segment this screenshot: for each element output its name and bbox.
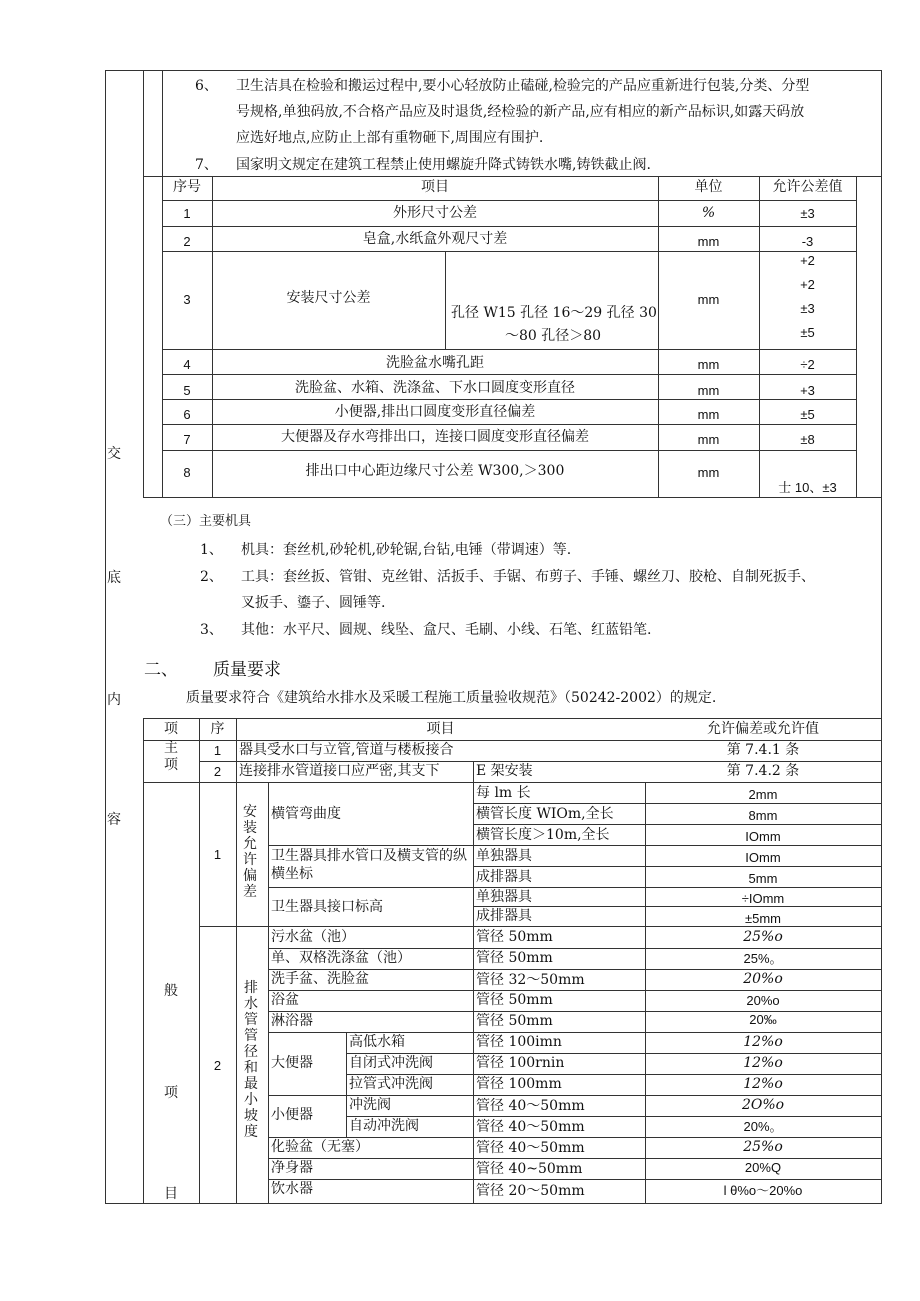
item6-line-1: 卫生洁具在检验和搬运过程中,要小心轻放防止磕碰,检验完的产品应重新进行包装,分类、分型	[236, 78, 810, 94]
tol-r1-value: ±3	[800, 206, 815, 221]
quality-desc: 质量要求符合《建筑给水排水及采暖工程施工质量验收规范》（50242-2002）的规定.	[186, 690, 717, 706]
side-char-1: 交	[107, 446, 121, 462]
qt-g2-r2-name: 单、双格洗涤盆（池）	[271, 950, 411, 966]
qt-g2-r6-slope: 25%o	[743, 1139, 783, 1155]
tol-r3-unit: mm	[697, 292, 720, 307]
tol-header-item: 项目	[421, 179, 449, 195]
tol-r3-value-3: ±3	[800, 301, 815, 316]
tol-r5-no: 5	[183, 383, 191, 398]
qt-g1-elev-c2: 成排器具	[476, 908, 532, 924]
qt-header-allow: 允许偏差或允许值	[707, 721, 819, 737]
qt-g2-category: 排水管管径和最小坡度	[244, 980, 258, 1140]
qt-g2-r6-pipe: 管径 40～50mm	[476, 1140, 585, 1156]
qt-g1-elev-v1: ÷IOmm	[741, 891, 785, 906]
tol-r8-unit: mm	[697, 465, 720, 480]
qt-g2-r8-name: 饮水器	[271, 1181, 313, 1197]
qt-g2-r7-name: 净身器	[271, 1160, 313, 1176]
qt-g2-r5-pipe: 管径 50mm	[476, 1013, 553, 1029]
qt-g1-no: 1	[213, 847, 222, 862]
tol-r2-value: -3	[801, 234, 814, 249]
tol-r1-no: 1	[183, 206, 191, 221]
qt-m2-item: 连接排水管道接口应严密,其支下	[239, 763, 440, 779]
qt-g2-x1-pipe: 管径 40～50mm	[476, 1098, 585, 1114]
qt-m2-item-b: E 架安装	[476, 763, 533, 779]
qt-m2-value: 第 7.4.2 条	[726, 763, 800, 779]
qt-g2-r7-slope: 20%Q	[744, 1160, 782, 1175]
qt-g1-bend-v1: 2mm	[748, 787, 778, 802]
tol-r4-unit: mm	[697, 357, 720, 372]
tol-header-unit: 单位	[694, 179, 723, 195]
qt-g2-d3-slope: 12%o	[743, 1076, 783, 1092]
tol-r4-item: 洗脸盆水嘴孔距	[386, 355, 484, 371]
qt-g2-r8-slope: l θ%o～20%o	[723, 1183, 803, 1198]
tol-r7-unit: mm	[697, 432, 720, 447]
item6-line-3: 应选好地点,应防止上部有重物砸下,周围应有围护.	[236, 130, 544, 146]
tools-2-number: 2、	[200, 569, 223, 585]
frame-top	[105, 70, 882, 71]
tools-1-number: 1、	[200, 542, 223, 558]
qt-g2-d1-pipe: 管径 100imn	[476, 1034, 562, 1050]
qt-g2-r3-name: 洗手盆、洗脸盆	[271, 971, 369, 987]
side-char-2: 底	[107, 570, 121, 586]
qt-g2-r1-name: 污水盆（池）	[271, 929, 355, 945]
tol-r6-no: 6	[183, 407, 191, 422]
tol-r2-unit: mm	[697, 234, 720, 249]
qt-g2-r8-pipe: 管径 20～50mm	[476, 1183, 585, 1199]
qt-general-1: 般	[164, 983, 178, 999]
qt-g2-d2-slope: 12%o	[743, 1055, 783, 1071]
side-char-3: 内	[107, 692, 121, 708]
qt-g2-r4-pipe: 管径 50mm	[476, 992, 553, 1008]
qt-g1-bend-v2: 8mm	[748, 808, 778, 823]
tol-r1-item: 外形尺寸公差	[393, 205, 477, 221]
tol-r3-value-2: +2	[800, 277, 815, 292]
qt-g2-r4-slope: 20%o	[746, 993, 780, 1008]
tol-r8-no: 8	[183, 465, 191, 480]
intro-left-line	[162, 70, 163, 176]
tools-2-text-a: 工具：套丝扳、管钳、克丝钳、活扳手、手锯、布剪子、手锤、螺丝刀、胶枪、自制死扳手、	[241, 569, 815, 585]
tol-r3-item: 安装尺寸公差	[286, 290, 371, 306]
tools-2-text-b: 叉扳手、鎏子、圆锤等.	[241, 595, 386, 611]
tol-r7-no: 7	[183, 432, 191, 447]
qt-m1-item: 器具受水口与立管,管道与楼板接合	[239, 742, 454, 758]
tol-r4-no: 4	[183, 357, 191, 372]
qt-g1-elev: 卫生器具接口标高	[271, 899, 383, 915]
qt-g2-r1-slope: 25%o	[743, 929, 783, 945]
item7-number: 7、	[195, 157, 218, 173]
qt-g2-r7-pipe: 管径 40~50mm	[476, 1161, 583, 1177]
tol-r6-item: 小便器,排出口圆度变形直径偏差	[334, 404, 536, 420]
tools-1-text: 机具：套丝机,砂轮机,砂轮锯,台钻,电锤（带调速）等.	[241, 542, 572, 558]
tol-r6-value: ±5	[800, 407, 815, 422]
qt-g1-coord-c2: 成排器具	[476, 869, 532, 885]
qt-header-item: 项目	[426, 721, 455, 737]
tol-r7-value: ±8	[800, 432, 815, 447]
qt-g1-category: 安装允许偏差	[243, 804, 257, 900]
tol-header-value: 允许公差值	[772, 179, 843, 195]
qt-general-2: 项	[164, 1085, 178, 1101]
qt-g2-r3-pipe: 管径 32～50mm	[476, 972, 585, 988]
frame-bottom	[105, 1203, 882, 1204]
qt-g2-toilet: 大便器	[271, 1055, 313, 1071]
tools-heading: （三）主要机具	[160, 514, 252, 529]
item6-number: 6、	[195, 78, 218, 94]
qt-main-label-1: 主	[164, 740, 178, 756]
qt-g2-x2-name: 自动冲洗阀	[349, 1118, 419, 1134]
tol-r6-unit: mm	[697, 407, 720, 422]
qt-g2-r1-pipe: 管径 50mm	[476, 929, 553, 945]
qt-g1-elev-c1: 单独器具	[476, 889, 532, 905]
tol-r3-value-4: ±5	[800, 325, 815, 340]
tol-r2-item: 皂盒,水纸盒外观尺寸差	[362, 231, 508, 247]
qt-m2-no: 2	[213, 764, 222, 779]
qt-g2-d2-pipe: 管径 100rnin	[476, 1055, 565, 1071]
tol-r8-value: 士 10、±3	[778, 480, 837, 495]
side-divider	[143, 70, 144, 498]
qt-g1-elev-v2: ±5mm	[744, 911, 782, 926]
tol-r3-sub-1: 孔径 W15 孔径 16～29 孔径 30	[451, 305, 657, 321]
qt-g2-r5-slope: 20‰	[749, 1012, 777, 1027]
tol-r1-unit: %	[701, 205, 716, 221]
qt-g2-r2-pipe: 管径 50mm	[476, 950, 553, 966]
quality-number: 二、	[144, 660, 178, 680]
qt-header-xu: 序	[210, 721, 225, 737]
qt-g2-x1-slope: 2O%o	[741, 1097, 785, 1113]
qt-general-3: 目	[164, 1186, 178, 1202]
qt-m1-no: 1	[213, 743, 222, 758]
qt-g2-urinal: 小便器	[271, 1107, 313, 1123]
qt-g1-coord-v1: IOmm	[745, 850, 781, 865]
qt-g2-x2-slope: 20%。	[743, 1119, 783, 1134]
side-char-4: 容	[107, 812, 121, 828]
frame-left	[105, 70, 106, 1204]
tol-r3-value-1: +2	[800, 253, 815, 268]
tol-header-no: 序号	[173, 179, 201, 195]
qt-g2-r6-name: 化验盆（无塞）	[271, 1139, 369, 1155]
tol-r3-sub-2: ～80 孔径＞80	[505, 328, 602, 344]
qt-g2-r2-slope: 25%。	[743, 951, 783, 966]
tol-r5-unit: mm	[697, 383, 720, 398]
qt-g1-bend: 横管弯曲度	[271, 806, 341, 822]
qt-header-xiang: 项	[164, 721, 178, 737]
quality-title: 质量要求	[213, 660, 281, 680]
qt-g1-bend-c3: 横管长度＞10m,全长	[476, 827, 610, 843]
tol-r8-item: 排出口中心距边缘尺寸公差 W300,＞300	[305, 463, 565, 479]
qt-m1-value: 第 7.4.1 条	[726, 742, 800, 758]
qt-g2-d3-name: 拉管式冲洗阀	[349, 1076, 433, 1092]
tools-3-number: 3、	[200, 622, 223, 638]
qt-g1-coord-v2: 5mm	[748, 871, 778, 886]
qt-g2-r4-name: 浴盆	[271, 992, 299, 1008]
qt-g1-bend-c1: 每 lm 长	[476, 785, 531, 801]
qt-g2-r5-name: 淋浴器	[271, 1013, 313, 1029]
tol-r3-no: 3	[183, 292, 191, 307]
tools-3-text: 其他：水平尺、圆规、线坠、盒尺、毛刷、小线、石笔、红蓝铅笔.	[241, 622, 652, 638]
qt-g2-x2-pipe: 管径 40～50mm	[476, 1119, 585, 1135]
qt-g1-bend-v3: IOmm	[745, 829, 781, 844]
tol-r5-item: 洗脸盆、水箱、洗涤盆、下水口圆度变形直径	[295, 380, 575, 396]
qt-g1-coord: 卫生器具排水管口及横支管的纵横坐标	[271, 848, 467, 882]
item6-line-2: 号规格,单独码放,不合格产品应及时退货,经检验的新产品,应有相应的新产品标识,如露天码放	[236, 104, 805, 120]
tol-r2-no: 2	[183, 234, 191, 249]
frame-right	[881, 70, 882, 1204]
qt-g2-d1-name: 高低水箱	[349, 1034, 405, 1050]
tol-r5-value: +3	[800, 383, 815, 398]
qt-g2-d1-slope: 12%o	[743, 1034, 783, 1050]
qt-g2-d3-pipe: 管径 100mm	[476, 1076, 562, 1092]
qt-g1-bend-c2: 横管长度 WIOm,全长	[476, 806, 614, 822]
tol-r4-value: ÷2	[800, 357, 815, 372]
tol-r7-item: 大便器及存水弯排出口，连接口圆度变形直径偏差	[281, 429, 589, 445]
qt-g2-d2-name: 自闭式冲洗阀	[349, 1055, 433, 1071]
qt-main-label-2: 项	[164, 757, 178, 773]
qt-g2-r3-slope: 20%o	[743, 971, 783, 987]
qt-g2-no: 2	[213, 1058, 222, 1073]
qt-g1-coord-c1: 单独器具	[476, 848, 532, 864]
qt-g2-x1-name: 冲洗阀	[349, 1097, 391, 1113]
item7-text: 国家明文规定在建筑工程禁止使用螺旋升降式铸铁水嘴,铸铁截止阀.	[236, 157, 651, 173]
